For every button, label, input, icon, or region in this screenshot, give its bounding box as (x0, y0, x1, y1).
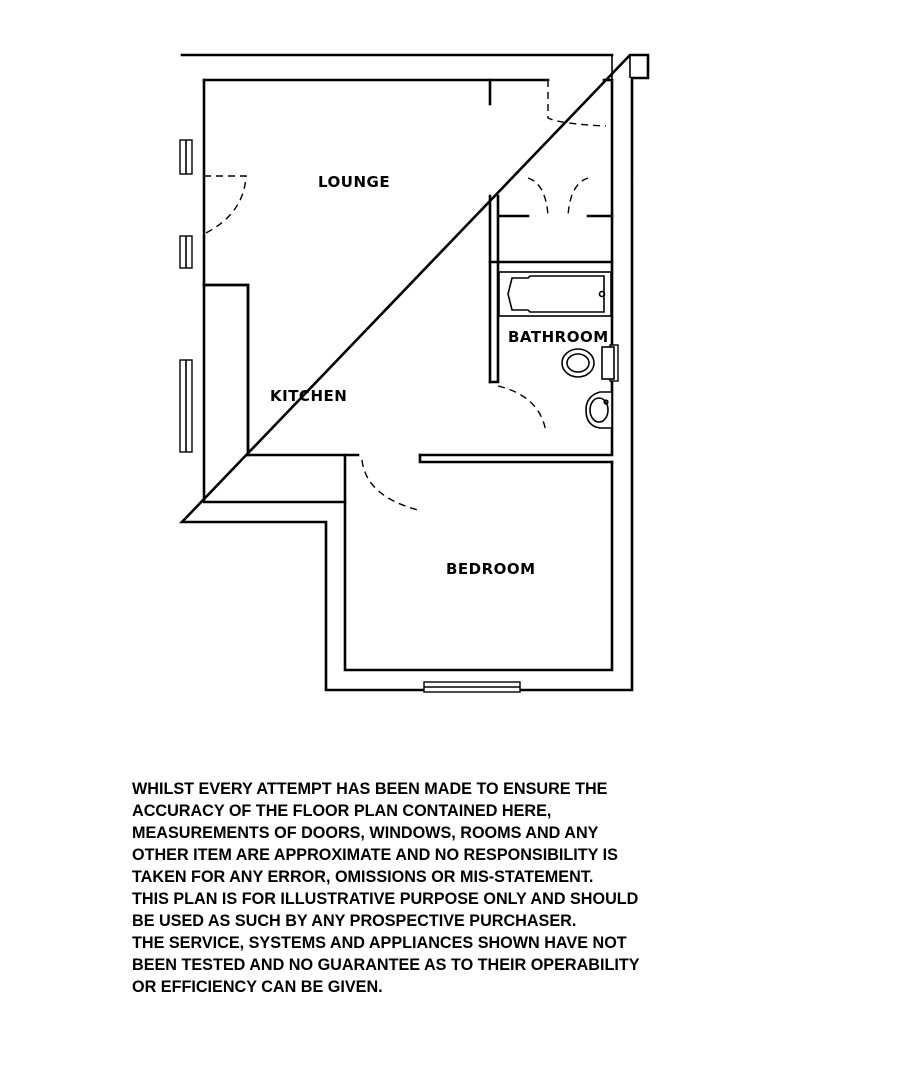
disclaimer-line: BEEN TESTED AND NO GUARANTEE AS TO THEIR OPERABILITY (132, 956, 640, 974)
door-bathroom (498, 386, 546, 432)
disclaimer-line: OR EFFICIENCY CAN BE GIVEN. (132, 978, 383, 996)
door-cupboard-left (528, 178, 548, 216)
door-entrance (548, 80, 606, 126)
disclaimer-line: ACCURACY OF THE FLOOR PLAN CONTAINED HERE, (132, 802, 552, 820)
door-bedroom (362, 460, 418, 510)
disclaimer-line: WHILST EVERY ATTEMPT HAS BEEN MADE TO ENSURE THE (132, 780, 608, 798)
toilet-cistern-icon (602, 347, 614, 379)
windows (180, 140, 618, 692)
room-label-lounge: LOUNGE (318, 173, 391, 191)
bathroom-fixtures (499, 272, 614, 428)
disclaimer-line: THIS PLAN IS FOR ILLUSTRATIVE PURPOSE ONLY AND SHOULD (132, 890, 639, 908)
bedroom-north-wall (345, 455, 612, 502)
kitchen-partition (204, 285, 248, 455)
disclaimer-line: MEASUREMENTS OF DOORS, WINDOWS, ROOMS AND ANY (132, 824, 599, 842)
disclaimer-line: THE SERVICE, SYSTEMS AND APPLIANCES SHOWN HAVE NOT (132, 934, 627, 952)
room-label-bathroom: BATHROOM (508, 328, 609, 346)
outer-wall-inner-face (204, 80, 612, 670)
disclaimer-line: TAKEN FOR ANY ERROR, OMISSIONS OR MIS-STATEMENT. (132, 868, 594, 886)
door-lounge-window (204, 176, 246, 234)
disclaimer-line: BE USED AS SUCH BY ANY PROSPECTIVE PURCHASER. (132, 912, 577, 930)
disclaimer-line: OTHER ITEM ARE APPROXIMATE AND NO RESPONSIBILITY IS (132, 846, 618, 864)
room-label-bedroom: BEDROOM (446, 560, 536, 578)
disclaimer-text (132, 778, 752, 998)
door-cupboard-right (568, 178, 588, 216)
room-label-kitchen: KITCHEN (270, 387, 348, 405)
